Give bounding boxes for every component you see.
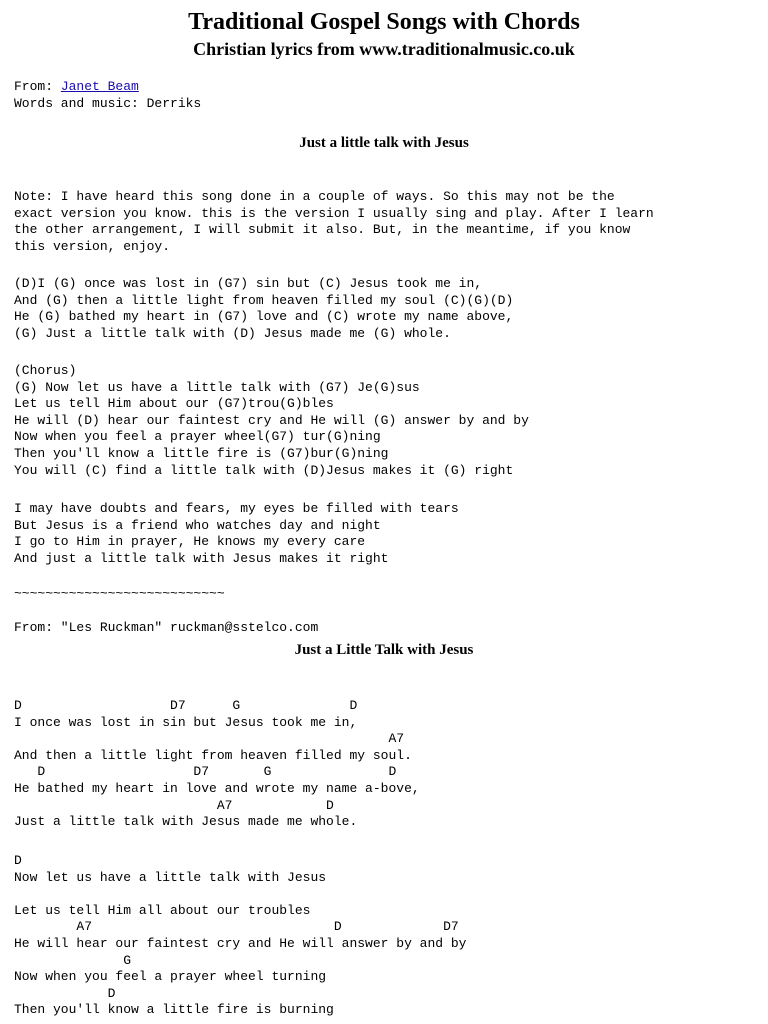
text-line: A7 D	[14, 797, 334, 813]
chorus	[14, 363, 529, 479]
credit-line: Words and music: Derriks	[14, 96, 202, 111]
text-line: And then a little light from heaven filled my soul.	[14, 747, 412, 763]
text-line: (G) Just a little talk with (D) Jesus made me (G) whole.	[14, 325, 451, 341]
text-line: A7 D D7	[14, 919, 459, 935]
text-line: Then you'll know a little fire is burning	[14, 1002, 334, 1018]
text-line: the other arrangement, I will submit it also. But, in the meantime, if you know	[14, 222, 631, 238]
text-line: But Jesus is a friend who watches day and night	[14, 517, 381, 533]
author-link[interactable]: Janet Beam	[60, 79, 139, 94]
text-line: He (G) bathed my heart in (G7) love and (C) wrote my name above,	[14, 309, 514, 325]
text-line: He will hear our faintest cry and He will answer by and by	[14, 935, 467, 951]
from-line	[14, 79, 139, 96]
text-line: exact version you know. this is the version I usually sing and play. After I learn	[14, 205, 654, 221]
text-line: You will (C) find a little talk with (D)Jesus makes it (G) right	[14, 462, 514, 478]
text-line: Now when you feel a prayer wheel(G7) tur(G)ning	[14, 429, 381, 445]
verse-2	[14, 501, 459, 567]
text-line: And (G) then a little light from heaven filled my soul (C)(G)(D)	[14, 292, 514, 308]
text-line: He will (D) hear our faintest cry and He will (G) answer by and by	[14, 412, 529, 428]
text-line: D	[14, 985, 116, 1001]
text-line: G	[14, 952, 132, 968]
song-note	[14, 189, 654, 255]
second-song-title: Just a Little Talk with Jesus	[294, 642, 474, 658]
text-line: Let us tell Him about our (G7)trou(G)bles	[14, 396, 334, 412]
from-label: From:	[14, 79, 61, 94]
text-line: (D)I (G) once was lost in (G7) sin but (C) Jesus took me in,	[14, 276, 483, 291]
text-line: D D7 G D	[14, 764, 397, 780]
text-line: I go to Him in prayer, He knows my every care	[14, 534, 366, 550]
text-line: D D7 G D	[14, 698, 358, 713]
text-line: A7	[14, 731, 405, 747]
chord-verse	[14, 698, 420, 831]
text-line: (Chorus)	[14, 363, 77, 378]
text-line: this version, enjoy.	[14, 238, 171, 254]
text-line: He bathed my heart in love and wrote my name a-bove,	[14, 780, 420, 796]
text-line: Note: I have heard this song done in a couple of ways. So this may not be the	[14, 189, 615, 204]
second-from-line: From: "Les Ruckman" ruckman@sstelco.com	[14, 620, 319, 635]
text-line	[14, 886, 466, 903]
page-subtitle: Christian lyrics from www.traditionalmusic.co.uk	[193, 39, 575, 59]
text-line: (G) Now let us have a little talk with (G7) Je(G)sus	[14, 379, 420, 395]
page-title: Traditional Gospel Songs with Chords	[188, 9, 580, 35]
text-line: Now when you feel a prayer wheel turning	[14, 969, 327, 985]
text-line: D	[14, 853, 22, 868]
text-line: I once was lost in sin but Jesus took me in,	[14, 714, 358, 730]
song-title: Just a little talk with Jesus	[299, 135, 469, 151]
verse-1	[14, 276, 513, 342]
text-line: Then you'll know a little fire is (G7)bur(G)ning	[14, 445, 389, 461]
chord-chorus	[14, 853, 466, 1019]
separator: ~~~~~~~~~~~~~~~~~~~~~~~~~~~	[14, 586, 225, 601]
text-line: Now let us have a little talk with Jesus	[14, 869, 327, 885]
text-line: And just a little talk with Jesus makes it right	[14, 550, 389, 566]
text-line: Just a little talk with Jesus made me whole.	[14, 814, 358, 830]
text-line: Let us tell Him all about our troubles	[14, 902, 311, 918]
text-line: I may have doubts and fears, my eyes be filled with tears	[14, 501, 459, 516]
